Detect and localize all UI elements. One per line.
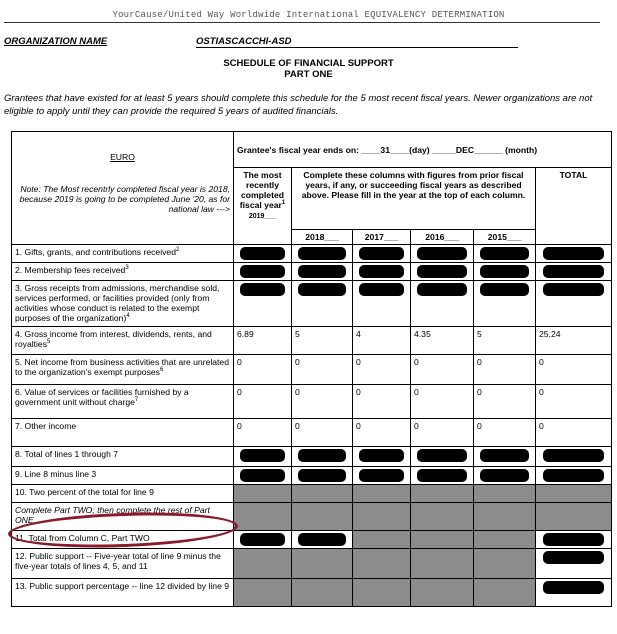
table-row xyxy=(12,385,612,419)
row-label-text: 1. Gifts, grants, and contributions received xyxy=(15,247,176,257)
gray-cell xyxy=(474,503,536,531)
redacted-cell xyxy=(474,263,536,281)
row-12-label: 12. Public support -- Five-year total of line 9 minus the five-year totals of lines 4, 5, and 11 xyxy=(12,549,234,579)
gray-cell xyxy=(536,485,612,503)
redacted-cell xyxy=(411,467,474,485)
table-row xyxy=(12,245,612,263)
value-cell: 0 xyxy=(474,385,536,419)
redaction-mark xyxy=(298,247,346,260)
redaction-mark xyxy=(359,449,404,462)
value-cell: 0 xyxy=(292,355,353,385)
currency-note-cell xyxy=(12,132,234,245)
table-row xyxy=(12,467,612,485)
redacted-cell xyxy=(411,263,474,281)
value-cell: 4.35 xyxy=(411,327,474,355)
value-cell: 0 xyxy=(353,355,411,385)
redacted-cell xyxy=(536,467,612,485)
gray-cell xyxy=(292,549,353,579)
row-label xyxy=(12,281,234,327)
redaction-mark xyxy=(543,449,604,462)
value-cell: 0 xyxy=(411,385,474,419)
redaction-mark xyxy=(543,283,604,296)
year-header-3: 2016___ xyxy=(411,230,474,245)
value-cell: 0 xyxy=(536,419,612,447)
redacted-cell xyxy=(536,579,612,607)
redaction-mark xyxy=(480,265,528,278)
gray-cell xyxy=(411,531,474,549)
fiscal-year-note: Note: The Most recentrly completed fiscal year is 2018, because 2019 is going to be completed June '20, as for national law ---> xyxy=(19,184,230,214)
redaction-mark xyxy=(417,265,466,278)
schedule-title: SCHEDULE OF FINANCIAL SUPPORT xyxy=(223,58,394,69)
redacted-cell xyxy=(474,245,536,263)
year-header-4: 2015___ xyxy=(474,230,536,245)
redaction-mark xyxy=(417,283,466,296)
redaction-mark xyxy=(240,265,285,278)
table-row xyxy=(12,327,612,355)
gray-cell xyxy=(536,503,612,531)
redacted-cell xyxy=(536,549,612,579)
value-cell: 0 xyxy=(234,419,292,447)
row-label-text: 4. Gross income from interest, dividends, rents, and royalties xyxy=(15,329,212,349)
footnote-marker: 4 xyxy=(126,313,130,320)
redacted-cell xyxy=(353,467,411,485)
redaction-mark xyxy=(240,247,285,260)
row-13-label: 13. Public support percentage -- line 12 divided by line 9 xyxy=(12,579,234,607)
value-cell: 5 xyxy=(292,327,353,355)
footnote-marker: 2 xyxy=(175,247,180,254)
year-header-2: 2017___ xyxy=(353,230,411,245)
redaction-mark xyxy=(298,265,346,278)
redaction-mark xyxy=(240,449,285,462)
value-cell: 0 xyxy=(292,385,353,419)
redaction-mark xyxy=(359,247,404,260)
row-label xyxy=(12,245,234,263)
gray-cell xyxy=(353,531,411,549)
redaction-mark xyxy=(480,449,528,462)
table-row xyxy=(12,419,612,447)
row-10-label: 10. Two percent of the total for line 9 xyxy=(12,485,234,503)
document-header: YourCause/United Way Worldwide International EQUIVALENCY DETERMINATION xyxy=(112,10,505,20)
value-cell: 0 xyxy=(292,419,353,447)
redaction-mark xyxy=(359,265,404,278)
redaction-mark xyxy=(543,469,604,482)
redaction-mark xyxy=(298,533,346,546)
redacted-cell xyxy=(234,447,292,467)
row-label xyxy=(12,419,234,447)
value-cell: 0 xyxy=(234,385,292,419)
redaction-mark xyxy=(298,469,346,482)
footnote-marker: 5 xyxy=(47,339,51,346)
redacted-cell xyxy=(536,281,612,327)
footnote-marker: 3 xyxy=(125,265,129,272)
most-recent-year-value: 2019___ xyxy=(248,213,277,220)
redacted-cell xyxy=(353,281,411,327)
gray-cell xyxy=(292,579,353,607)
row-11-label: 11. Total from Column C, Part TWO xyxy=(12,531,234,549)
redacted-cell xyxy=(292,531,353,549)
table-row xyxy=(12,447,612,467)
value-cell: 25.24 xyxy=(536,327,612,355)
value-cell: 0 xyxy=(536,355,612,385)
row-label-text: 5. Net income from business activities that are unrelated to the organization's exempt purposes xyxy=(15,357,229,377)
row-label-text: 3. Gross receipts from admissions, merchandise sold, services performed, or facilities provided (only from activities whose conduct is related to the exempt purposes of the organization) xyxy=(15,283,220,323)
gray-cell xyxy=(411,485,474,503)
value-cell: 0 xyxy=(474,419,536,447)
gray-cell xyxy=(474,579,536,607)
redacted-cell xyxy=(411,245,474,263)
redacted-cell xyxy=(474,281,536,327)
redacted-cell xyxy=(234,263,292,281)
gray-cell xyxy=(234,579,292,607)
value-cell: 0 xyxy=(411,355,474,385)
redaction-mark xyxy=(543,551,604,564)
gray-cell xyxy=(474,549,536,579)
redacted-cell xyxy=(536,447,612,467)
row-label xyxy=(12,467,234,485)
value-cell: 0 xyxy=(536,385,612,419)
redaction-mark xyxy=(480,283,528,296)
redacted-cell xyxy=(474,467,536,485)
fiscal-year-end: Grantee's fiscal year ends on: ____31____(day) _____DEC______ (month) xyxy=(234,132,612,168)
redacted-cell xyxy=(234,245,292,263)
value-cell: 0 xyxy=(353,419,411,447)
part-title: PART ONE xyxy=(284,69,333,80)
value-cell: 0 xyxy=(353,385,411,419)
part-two-instruction: Complete Part TWO; then complete the rest of Part ONE. xyxy=(12,503,234,531)
gray-cell xyxy=(234,549,292,579)
gray-cell xyxy=(474,531,536,549)
most-recent-year-header xyxy=(234,168,292,245)
redaction-mark xyxy=(359,283,404,296)
redaction-mark xyxy=(480,469,528,482)
redacted-cell xyxy=(353,447,411,467)
org-name-label: ORGANIZATION NAME xyxy=(4,36,108,47)
redaction-mark xyxy=(543,533,604,546)
table-row xyxy=(12,281,612,327)
row-label-text: 6. Value of services or facilities furnished by a government unit without charge xyxy=(15,387,189,407)
redacted-cell xyxy=(536,245,612,263)
org-name-value: OSTIASCACCHI-ASD xyxy=(196,36,292,47)
gray-cell xyxy=(353,503,411,531)
value-cell: 0 xyxy=(474,355,536,385)
row-label-text: 2. Membership fees received xyxy=(15,265,126,275)
gray-cell xyxy=(292,503,353,531)
row-label xyxy=(12,263,234,281)
redaction-mark xyxy=(543,581,604,594)
redacted-cell xyxy=(411,281,474,327)
footnote-marker: 1 xyxy=(281,200,286,207)
year-header-1: 2018___ xyxy=(292,230,353,245)
redaction-mark xyxy=(417,449,466,462)
redacted-cell xyxy=(536,531,612,549)
redacted-cell xyxy=(292,447,353,467)
redaction-mark xyxy=(359,469,404,482)
redaction-mark xyxy=(240,283,285,296)
value-cell: 4 xyxy=(353,327,411,355)
redacted-cell xyxy=(292,467,353,485)
redacted-cell xyxy=(411,447,474,467)
redaction-mark xyxy=(543,265,604,278)
footnote-marker: 6 xyxy=(159,367,164,374)
redacted-cell xyxy=(474,447,536,467)
redacted-cell xyxy=(353,263,411,281)
redacted-cell xyxy=(536,263,612,281)
redacted-cell xyxy=(234,467,292,485)
gray-cell xyxy=(353,485,411,503)
table-row xyxy=(12,355,612,385)
gray-cell xyxy=(411,549,474,579)
row-label xyxy=(12,327,234,355)
gray-cell xyxy=(353,549,411,579)
row-label-text: 7. Other income xyxy=(15,421,77,431)
gray-cell xyxy=(353,579,411,607)
value-cell: 6.89 xyxy=(234,327,292,355)
row-label xyxy=(12,447,234,467)
redaction-mark xyxy=(240,533,285,546)
table-row xyxy=(12,263,612,281)
redacted-cell xyxy=(292,281,353,327)
currency-label: EURO xyxy=(110,152,135,162)
most-recent-year-label: The most recently completed fiscal year xyxy=(239,170,284,210)
redaction-mark xyxy=(417,247,466,260)
gray-cell xyxy=(292,485,353,503)
prior-years-instructions: Complete these columns with figures from prior fiscal years, if any, or succeeding fiscal years as described above. Please fill in the year at the top of each column. xyxy=(292,168,536,230)
total-header: TOTAL xyxy=(536,168,612,245)
footnote-marker: 7 xyxy=(134,397,139,404)
value-cell: 5 xyxy=(474,327,536,355)
redacted-cell xyxy=(234,281,292,327)
gray-cell xyxy=(411,579,474,607)
row-label-text: 9. Line 8 minus line 3 xyxy=(15,469,97,479)
redacted-cell xyxy=(292,263,353,281)
redaction-mark xyxy=(543,247,604,260)
gray-cell xyxy=(234,485,292,503)
row-label-text: 8. Total of lines 1 through 7 xyxy=(15,449,119,459)
org-name-underline xyxy=(196,47,518,48)
redacted-cell xyxy=(353,245,411,263)
header-rule xyxy=(4,22,600,23)
intro-paragraph: Grantees that have existed for at least 5 years should complete this schedule for the 5 most recent fiscal years. Newer organizations are not eligible to apply until they can provide the required 5 years of audited financials. xyxy=(4,93,593,117)
gray-cell xyxy=(474,485,536,503)
gray-cell xyxy=(411,503,474,531)
redaction-mark xyxy=(240,469,285,482)
redaction-mark xyxy=(298,283,346,296)
value-cell: 0 xyxy=(234,355,292,385)
row-label xyxy=(12,385,234,419)
redaction-mark xyxy=(298,449,346,462)
redaction-mark xyxy=(417,469,466,482)
value-cell: 0 xyxy=(411,419,474,447)
gray-cell xyxy=(234,503,292,531)
financial-support-table xyxy=(11,131,612,607)
redacted-cell xyxy=(234,531,292,549)
redacted-cell xyxy=(292,245,353,263)
row-label xyxy=(12,355,234,385)
redaction-mark xyxy=(480,247,528,260)
